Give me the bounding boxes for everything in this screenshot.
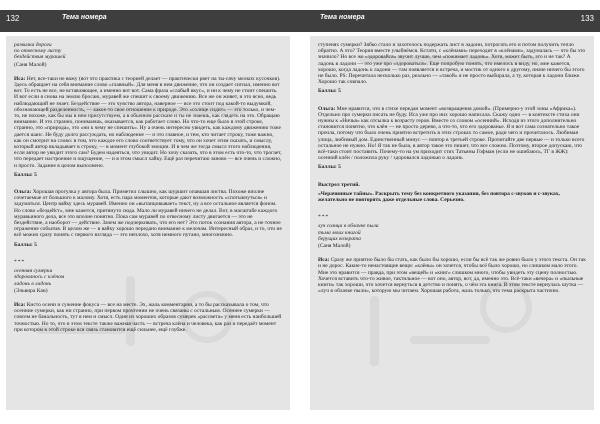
review-text: Кисто осени и сужение фокуса — все на месте. Эх, жаль комментарии, а то бы рассказывала о том, что осенние сумерки, как ни странно, при первом прочтении не очень связаны с остальным. Осеннее сумерки — совсем не банальность, тут в нем и смысл. Один из хороших образов сумерек «рассвета» у меня есть наибольшей точностью. Но то, что в этом тексте также важная часть — встреча клёна и человека, как раз и передаёт момент при котором в этой строке вся связь становится ещё сильнее, ещё глубже. <box>14 301 282 333</box>
haiku-line: берущих возврата <box>318 235 361 242</box>
separator-stars: *** <box>14 258 26 265</box>
haiku-author: (Саня Малой) <box>14 61 47 68</box>
score: Баллы: 5 <box>14 171 37 178</box>
haiku-line: луч солнца в облачке пыли <box>318 223 379 230</box>
header-bar <box>0 10 300 32</box>
score: Баллы: 5 <box>318 164 341 171</box>
content-panel <box>6 36 290 410</box>
score: Баллы: 5 <box>318 88 341 95</box>
haiku-line: бездействия мурашей <box>14 54 66 61</box>
reviewer-name: Ольга: <box>14 189 32 196</box>
review-text: Мне нравится, что в стихе передан момент «возвращения домой». (Примерно-у этой зоны «Африка»). Отдельно про сумерки писать не буду. Иса уже про них хорошо написала. Скажу одно — в контексте стиха они нужны к «Ничья» как отсылка к возрасту героя. Вместе со словом «осенний». Исходя из этого дополнительно становится понятно, что клён — не просто дерево, а что-то, что его здорованье. Я и вот сама сознательно такое прочла, потому что было очень приятно встретить в этих строках то самое, ради чего и прочиталось. Любимая улица, любимый дом. Единственный минус — повтор в третьей строке. Прочитайте две первые — и только всего остальное не нужно. Но! Я так не была, в автор такое это пишет, что все сложно. Поэтому, второе допускаю, что всё-таки стоит поставить. Почему-то на ум приходит стих Татьяны Гофман (если не ошибаюсь, ТГ в ЖЖ): осенний клён / положила руку / здоровался ладонью о ладонь <box>318 105 585 162</box>
haiku-line: ладонь в ладонь <box>14 280 52 287</box>
review-paragraph <box>318 257 586 294</box>
haiku-line: по отвесному листу <box>14 48 62 55</box>
review-paragraph <box>318 106 586 162</box>
article-body <box>14 42 282 404</box>
page-number: 133 <box>580 14 594 23</box>
haiku-author: (Эльвира Кан) <box>14 287 48 294</box>
review-text: ступенях сумерки? Зябко стало и захотелось подержать лист в ладони, потрогать его и потом получить тепло обратно. А что? Теория вместе улыбнёмся. Кстати, с «клёнами» переходит в «клёнами», задумалась — что бы это значило? Но все же «здоровайся» звучит лучше, чем «пожимает ладонь». Хотя, может быть, это и не так? А ладонь в ладони — это уже про «здороваться». Еще попробую понять, что имелось в виду, но, мне кажется, хорошо, когда ладонь к ладони — там появляется и встреча, и мостик от одного к другому, иначе ничего бы этого не было. PS: Перечитала несколько раз, реально — «такой» я не просто выбирала, а ту, которая к ладони ближе. Хорошо так совпало. <box>318 42 586 86</box>
review-paragraph <box>14 302 282 333</box>
reviewer-name: Иса: <box>14 301 26 308</box>
review-text: Сразу же приятно было бы стать, как было бы хорошо, если бы всё так же ровно было у этого текста. Он так и не дорос. Какие-то ненастоящие вещи: «клёны» он хочется, чтобы всё было хорошо, но слишком мало этого. Мне это нравится — правда, при этом «вещей» и «книг» слишком много, чтобы увидеть эту сцену полностью. Хочется вставить что-то живое, тактильное — вот оно, автор, вот, да, именно это. Всё-таки «вечера» и «пыльные книги» так хороши, что хочется вернуться в детство и понять, о чём эта книга. В этом тексте вернулась шутка — «луч в облачке пыли», которую мы читаем. Хорошая работа, жаль только, что тема раскрыта частично. <box>318 257 586 295</box>
haiku-3 <box>318 223 586 249</box>
section-title: Тема номера <box>320 14 365 21</box>
header-bar <box>300 10 600 32</box>
haiku-1 <box>14 42 282 68</box>
reviewer-name: Ольга: <box>318 105 336 112</box>
review-paragraph <box>14 189 282 239</box>
score: Баллы: 5 <box>14 241 37 248</box>
reviewer-name: Иса: <box>318 257 330 264</box>
task-heading: Выстрел третий. <box>318 181 360 188</box>
haiku-2 <box>14 268 282 294</box>
haiku-line: здорованось с клёном <box>14 274 65 281</box>
page-number: 132 <box>6 14 20 23</box>
review-text: Хорошая прогулка у автора была. Приметил слышно, как шуршит опавшая листва. Похоже вполне сочетаемые от большого к малому. Хотя, есть пара моментов, которые дают возможность «спотыкнуться» и задуматься. Центр вайку здесь муравей. Именно он «вытанцовывает» текст, ну а все остальное является фоном. Но слово «бездейст», мне кажется, притянуто сюда. Мало ли муравей ничего не делал. Вот, в масштабе каждого муравьиного дела, все это вполне понятно. Пока сам муравей по отвесному листу двигается — это не бездействие, а наоборот — действие. Зачем же подчеркивать, что его нет? Это поток сознания автора, а не точное отражение события. В целом же — в вайку хорошо передано внимание к мелочам. Интересный образ, и то, что не всё можно сразу понять с первого взгляда — это неплохо, хотя немного путано, многозначно. <box>14 189 282 239</box>
review-paragraph <box>318 42 586 85</box>
haiku-line: развилка дороги <box>14 42 52 48</box>
review-paragraph <box>14 76 282 169</box>
separator-stars: *** <box>318 214 330 221</box>
reviewer-name: Иса: <box>14 75 26 82</box>
content-panel <box>310 36 594 410</box>
haiku-line: осенняя сумерки <box>14 268 53 275</box>
review-text: Нет, все-таки не вяжу (вот что практика с теорией делает — практически рвет на ты-сячу мелких кусочков). Здесь обращает на себя внимание слово «главный». Для меня в нем движение, что он создает сигнал, именно вот вот. То есть не все, не вставляющее, а именно вот вот. Сама фраза «слабый вкус», и ни к чему не стоит спешить. И вот если я снова на землю бросаю, муравей же спешит к своему движению. Все же он живет, и это ясно, ведь наблюдающий не знает. Бездействие — это чувство автора, наверное — все это стоит под какой-то выдумкой, обозначающей разделенность, — какое-то свое отношение к природе. Это «солнце сидит» — это только, и чем-то, не похоже, как бы мы в нем присутствуем, а в обычном рассказе и ты не знаешь, как глядеть на это. Обращаю внимание. И это странно, понимаешь, оказывается, как работает слово. Но что-то еще было в этой строке, странно, это «природа», это «ни к чему не спешить». Ну а очень интересно увидеть, как каждому движению тоже дается шанс. Не буду долго рассуждать, но наблюдение — и это главное, и тем, кто читает строку, тоже важно, как он смотрит на слово: в том, что каждое его слово соответствует тому, что он хочет этим сказать, и смыслу, который автор вкладывает в строку, — в момент глубокой эмоции. И в чем же тогда смысл этого наблюдения, если автор не увидит этого сам? Будем надеяться, что увидит. Но хочу сказать, что в этом есть что-то, что трогает, что передает настроение и ощущение, — и в этом смысл хайку. Ещё раз перечитаю заново — все очень и сложно, и просто. Задание в целом выполнено. <box>14 75 282 169</box>
haiku-line: тьма моих книгой <box>318 229 361 236</box>
article-body <box>318 42 586 404</box>
task-description: «Черачинные тайны». Раскрыть тему без конкретного указания, без повтора с-звуков и с-звуках, желательно не повторять даже отдельные слова. Серьезно. <box>318 190 560 204</box>
section-title: Тема номера <box>62 14 107 21</box>
right-page <box>300 0 600 424</box>
haiku-author: (Саня Малой) <box>318 243 351 250</box>
